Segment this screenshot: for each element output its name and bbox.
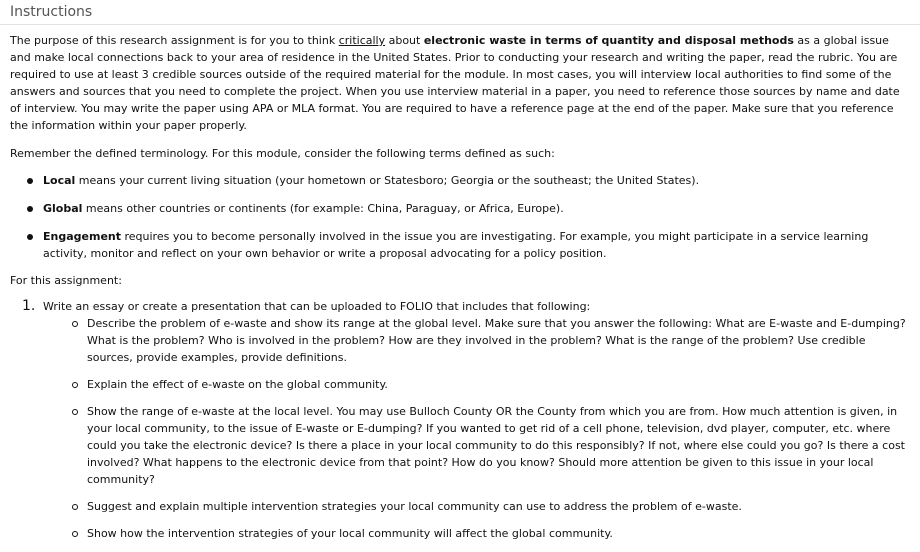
term-label: Local bbox=[43, 174, 76, 187]
intro-text-1: The purpose of this research assignment is for you to think bbox=[10, 34, 339, 47]
assignment-intro: For this assignment: bbox=[10, 274, 122, 287]
section-title: Instructions bbox=[10, 4, 93, 20]
subitem-intervention bbox=[0, 498, 907, 515]
subitem-describe-problem bbox=[0, 315, 907, 366]
bullet-icon bbox=[27, 234, 33, 240]
intro-text-2: about bbox=[385, 34, 424, 47]
subitem-explain-effect bbox=[0, 376, 907, 393]
subitem-text: Explain the effect of e-waste on the global community. bbox=[87, 378, 388, 391]
circle-bullet-icon bbox=[72, 321, 78, 327]
critically-underlined: critically bbox=[338, 34, 386, 47]
task-subitems bbox=[0, 315, 910, 552]
subitem-local-range bbox=[0, 403, 907, 488]
circle-bullet-icon bbox=[72, 504, 78, 510]
bullet-icon bbox=[27, 206, 33, 212]
subitem-text: Describe the problem of e-waste and show its range at the global level. Make sure that you answer the following: What are E-waste and E-dumping? What is the problem? Who is involved in the problem? How are they involved in the problem? What is the range of the problem? Use credible sources, provide examples, provide definitions. bbox=[87, 317, 906, 364]
circle-bullet-icon bbox=[72, 409, 78, 415]
term-engagement bbox=[0, 228, 910, 262]
subitem-text: Show the range of e-waste at the local level. You may use Bulloch County OR the County from which you are from. How much attention is given, in your local community, to the issue of E-waste or E-dumping? If you wanted to get rid of a cell phone, television, dvd player, computer, etc. where could you take the electronic device? Is there a place in your local community to do this responsibly? If not, where else could you go? Is there a cost involved? What happens to the electronic device from that point? How do you know? Should more attention be given to this issue in your local community? bbox=[87, 405, 905, 486]
subitem-text: Suggest and explain multiple intervention strategies your local community can use to address the problem of e-waste. bbox=[87, 500, 742, 513]
term-label: Global bbox=[43, 202, 83, 215]
bullet-icon bbox=[27, 178, 33, 184]
title-divider bbox=[0, 24, 920, 25]
circle-bullet-icon bbox=[72, 382, 78, 388]
intro-paragraph bbox=[10, 32, 908, 134]
circle-bullet-icon bbox=[72, 531, 78, 537]
subitem-text: Show how the intervention strategies of your local community will affect the global community. bbox=[87, 527, 613, 540]
subitem-global-effect bbox=[0, 525, 907, 542]
term-definition: requires you to become personally involved in the issue you are investigating. For example, you might participate in a service learning activity, monitor and reflect on your own behavior or write a proposal advocating for a policy position. bbox=[43, 230, 869, 260]
terminology-intro: Remember the defined terminology. For this module, consider the following terms defined as such: bbox=[10, 147, 555, 160]
term-global bbox=[0, 200, 910, 217]
intro-emphasis: electronic waste in terms of quantity and disposal methods bbox=[423, 34, 794, 47]
term-local bbox=[0, 172, 910, 189]
task-text: Write an essay or create a presentation that can be uploaded to FOLIO that includes that following: bbox=[43, 300, 591, 313]
term-definition: means your current living situation (your hometown or Statesboro; Georgia or the southeast; the United States). bbox=[75, 174, 700, 187]
term-definition: means other countries or continents (for example: China, Paraguay, or Africa, Europe). bbox=[82, 202, 564, 215]
task-number: 1. bbox=[22, 298, 36, 314]
term-label: Engagement bbox=[43, 230, 121, 243]
intro-text-3: as a global issue and make local connections back to your area of residence in the United States. Prior to conducting your research and writing the paper, read the rubric. You are required to use at least 3 credible sources outside of the required material for the module. In most cases, you will interview local authorities to find some of the answers and sources that you need to complete the project. When you use interview material in a paper, you need to reference those sources by name and date of interview. You may write the paper using APA or MLA format. You are required to have a reference page at the end of the paper. Make sure that you reference the information within your paper properly. bbox=[10, 34, 900, 132]
terms-list bbox=[0, 172, 910, 273]
